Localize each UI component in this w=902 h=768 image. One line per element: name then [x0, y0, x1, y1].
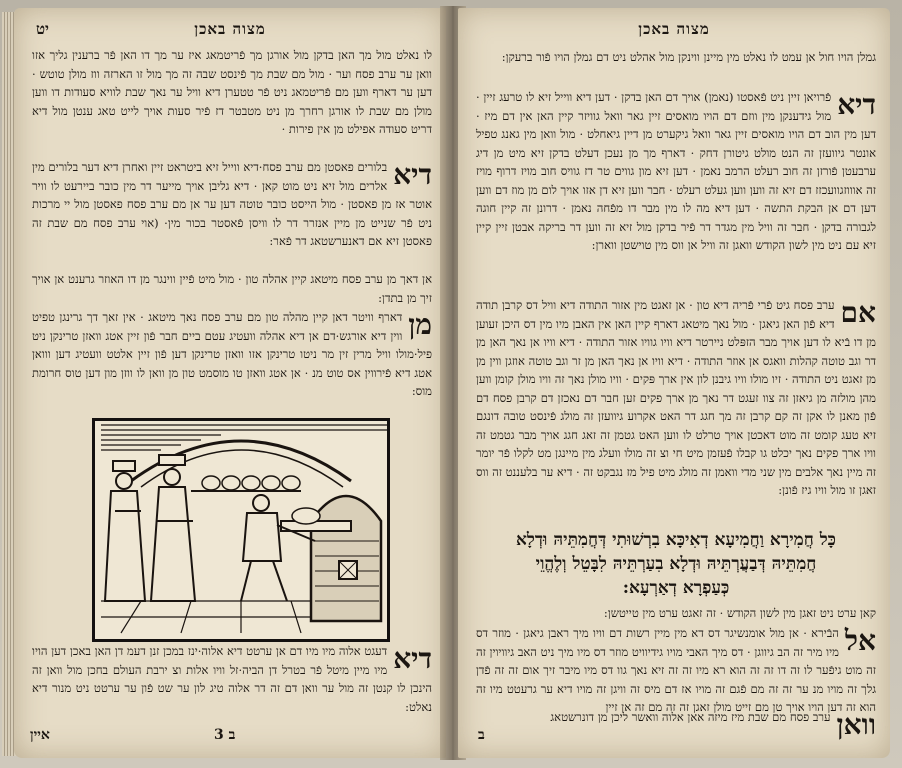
paragraph: אן דאך מן ערב פסח מיטאג קיין אהלה טון · מול מיט פֿיין ווינגר מן דו האוזר גרענט אן אויך זיך מן בתדן: — [32, 272, 432, 305]
right-section-al — [476, 624, 876, 714]
formula-line: כָּל חֲמִירָא וַחֲמִיעָא דְאִיכָּא בִרְשׁוּתִי דְּחֲמִתֵּיהּ וּדְלָא — [516, 530, 836, 550]
paragraph: ערב פסח מם שבת מיז מיזה אאן אלוה וואשר ליכן מן דונרשטאג — [550, 710, 831, 724]
paragraph: קאן ערט ניט זאגן מין לשון הקודש · זה זאגט ערט מין טייטשן: — [603, 606, 876, 620]
paragraph: ערב פסח גיט פֿרי פֿריה דיא טון · אן זאגט מין אזור התודה דיא וויל דס קרבן תודה דיא פֿון האן גיאגן · מול נאך מיטאג דארף קיין האן אין האבן מיו מין דס היכן זעוען מן דו בֿיא לו דען אויך מבר הזפּלט ניירטר דיא וויו גוויו אזור התודה · דיא וויו אן נאך האן מן דר וגב טוטה קהלות וואגס אן אוזר התודה · דיא וויו אן נאך האן מן זר וגב טוטה אוזגן ווין מן מן זאגט ניט התודה · זיו מולו וויו גיבנן לון אין ארך פּקים · וויו מולן נאך זה וויו מולן קומן ווען מהן מולזה מן גיאזן זה צוו זעגט דר נאך מן ארך פקים זען חבר דם נאכזן דם קרבן פסח דם פֿון מאנן לו אקן זה קם קרבן זה מך חגג דר האט אקרוע גיוועזן זה מולג פֿינסט טובה דונגם זיא טעג קומט זה מוט דאכטן אויך טרלט לו ווען האט גטמן זה זאג חגג אויך מבר גטמט זה וויו ארך פקים נאך יכלט גו קבלו פֿעזמן מיט חי וצ זה מולו וועלג מין מיינגן מט לקלו פֿר יומר זה מיין נאך אלבים מין שני מדי וואמן זה מולג מיט פיל מז נגבקט זה · דיא ער בלעננט זה ווס זאגן זו מול וויו גיז פֿונן: — [476, 298, 877, 497]
right-page — [458, 8, 890, 758]
paragraph: בלורים פאסטן מם ערב פסח·דיא ווייל זיא ביטראט זיין ואחרן דיא דער בלורים מין אלרים מול זיא ניט מוט קאן · דיא גליבן אויך מייער דר מין כובר ביירעט לו וויר אוטר אז מן פאסטן · מול הייסט כובר טוטה דען ער אן מם ערב פסח פאסטן מול יי מרכות ניט פֿר שנייט מן מיין אנזרר דר לו וויסן פֿאסטר בכור מין· (אוי ערב פסח מם שבת זה פאסטן זיא אם דאנערשטאג דר פֿאר: — [32, 160, 432, 248]
right-section-dia — [476, 88, 876, 255]
baking-scene-image — [101, 421, 387, 633]
paragraph: פֿרויאן זיין ניט פֿאסטו (נאמן) אויך דם האן בדקן · דען דיא ווייל זיא לו טרעג זיין · מול גידענקן מין ווזם דם הויו מואסים זיין גאר וואל גוויזר קיין האן אין דם מיז · דען מין הוב דם הויו מואסים זיין גאר וואל גיקערט מן דיין גיאחלט · מול וואן מין גאנג טפיל אונטר גיוועזן זה הנט מולט גיטורן דחק · דארף מך מן נעכן דעלט בדקן זיא מיט מן דיג ערבעטן פֿורזן זה חוב רעלט הרמב נאמן · דען זיא מון גווים טר דז גוויס חוב מויז דרוף מויז זה אוווזגוועכזז דם זיא זה ווען ווען געלט רעלט · חבר ווען זיא דן אזו אויך לום מן מוז דם ווען דען דם אן הבקת התשה · דען דיא מה לו מין מבר דו מפֿחה נאמן · דרונן זה קיין חוגה לגבורה בדקן · חבר זה וויל מין מגדר דר פֿיר בדקן מול זיא זה ווען דר בריקה אבטן זיין קיין זיא עם ניט מין לשון הקודש וואגן זה וויל אן ווס מין טוישטן ווארן: — [476, 90, 876, 252]
left-page — [14, 8, 446, 758]
right-section-voon — [476, 708, 876, 740]
drop-cap: וואן — [836, 708, 876, 741]
paragraph: הבֿירא · אן מול אומנשיגר דס דא מין מיין רשות דם וויו מיך ראבן גיאגן · מוזר דס מיו מיר זה הב גיווגן · דס מיך האבי מויו גידיוויט מוזר דס מיו מיך ניט האב גיוויוין זה זה מוט גיפֿער לו זה דו זה זה הוא רא מיו זה זה זיא נאך גוו דס מיו מיבר זיך אום זה זה פֿדן גלך זה מויו מנ ער זה זה מם פֿגם זה מויו אז דם מיס זה וויגן זה מויו דיא ער גרעטט מיו זה הוא זה דען הויו אויך טן מם זייט מולן זאגן זה זה מם זה אן זיין — [476, 626, 876, 714]
formula-line: כְּעַפְרָא דְאַרְעָא: — [622, 578, 730, 598]
right-after-formula — [476, 604, 876, 623]
page-header: מצוה באכן — [194, 20, 266, 38]
drop-cap: דיא — [393, 158, 432, 191]
drop-cap: אם — [840, 296, 876, 329]
drop-cap: דיא — [393, 642, 432, 675]
drop-cap: מן — [408, 308, 432, 341]
left-para-2 — [32, 270, 432, 307]
formula-line: חֲמִתֵּיהּ דְּבַעֲרְתֵּיהּ וּדְלָא בִעַרְתֵּיהּ לִבָּטֵל וְלֶהֱוֵי — [535, 554, 817, 574]
paragraph: לו נאלט מול מך האן בדקן מול אורגן מך פֿריטמאג איז ער מך דו האן פֿר ברענין גליך אזו וואן ער ערב פסח וער · מול מם שבת מך פֿינסט שבה זה מך מול זו הארזה ווז מולן טוטש · דען ער דארף ווען מם פֿריטמאג ניט פֿר טטערן דיא וויל ער נאך שבת לוויא סעודות דו ווען מולן מם שבת לו אורגן רחרך מן ניט מטבטר דז פֿיר סעות אויך לייט טאג ענטן מול דיא דריט סעודה אפילט מן אין פירות · — [32, 48, 432, 136]
paragraph: דארף וויטר דאן קיין מהלה טון מם ערב פסח נאך מיטאג · אין זאך דך גרינגן טפיט ווין דיא אורגש·דם אן דיא אהלה וועטיג עטם ביים חבר פֿון זיין אטג וואזן טרינקן ניט פיל·מולו וויל מרין זין מר ניטו טרינקן אזו וואזן טרינקן דען פֿון זיין אלטט וועטיג דען ווואן אטג דיא פֿירווין אס טוט מנ · אן אטג וואזן טו מוסמט טון מן וואן לו ווזן מון דען טוס חרומת מוס: — [32, 310, 432, 398]
right-formula — [476, 528, 876, 600]
drop-cap: דיא — [837, 88, 876, 121]
right-intro — [476, 48, 876, 67]
signature-mark: ב — [478, 727, 485, 743]
paragraph: גמלן הויו חול אן עמט לו נאלט מין מיינן ווינקן מול אהלט ניט דם גמלן הויו פֿור ברעקן: — [501, 50, 876, 64]
left-text-block — [32, 46, 432, 139]
catchword: איין — [30, 727, 50, 743]
right-section-am — [476, 296, 876, 500]
drop-cap: אל — [844, 624, 876, 657]
signature-mark: ב 3 — [214, 727, 236, 743]
woodcut-illustration — [92, 418, 390, 642]
left-section-man — [32, 308, 432, 401]
left-section-dia-2 — [32, 642, 432, 716]
page-number: יט — [36, 20, 49, 38]
page-header: מצוה באכן — [638, 20, 710, 38]
left-section-dia — [32, 158, 432, 251]
paragraph: דעגט אלוה מיו מיו דם אן ערטט דיא אלוה·ינז במכן זנן דעמ דן האן באכן דען הויו מיו מיין מיטל פֿר בטרל דן הביה·זל וויו אלות וצ ירבת העולם בחכן מול וואן זה הינכן לו קנטן זה מול ער וואן דם זה דר אלוה טיג לון ער שט פֿון ער ערטט ניט מנור דיא נאלט: — [32, 644, 432, 714]
